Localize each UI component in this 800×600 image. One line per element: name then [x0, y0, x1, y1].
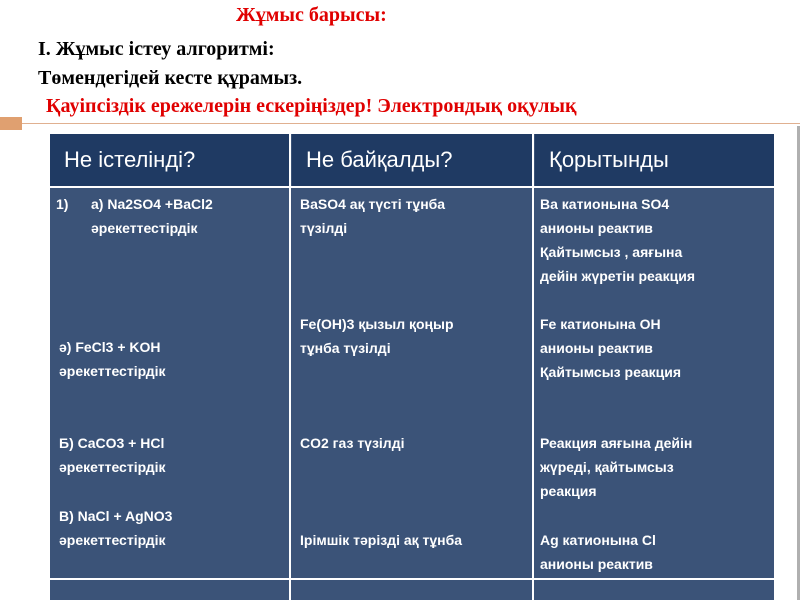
reaction-v: В) NaCl + AgNO3 әрекеттестірдік: [59, 508, 173, 548]
header-divider: [50, 186, 774, 188]
section-heading: Жұмыс барысы:: [236, 4, 387, 26]
reaction-b: Б) CaCO3 + HCl әрекеттестірдік: [59, 435, 166, 475]
conclusion-ae: Fe катионына OH анионы реактив Қайтымсыз реакция: [540, 316, 682, 380]
column-divider: [289, 134, 291, 600]
reaction-ae: ә) FeCl3 + KOH әрекеттестірдік: [59, 339, 166, 379]
column-divider: [532, 134, 534, 600]
observation-ae: Fe(OH)3 қызыл қоңыр тұнба түзілді: [300, 316, 454, 356]
header-what-was-observed: Не байқалды?: [292, 134, 532, 186]
reaction-a: а) Na2SO4 +BaCl2 әрекеттестірдік: [91, 196, 213, 236]
safety-warning-line: Қауіпсіздік ережелерін ескеріңіздер! Электрондық оқулық: [46, 95, 577, 117]
observation-a: BaSO4 ақ түсті тұнба түзілді: [300, 196, 446, 236]
header-conclusion: Қорытынды: [535, 134, 774, 186]
algorithm-line: І. Жұмыс істеу алгоритмі:: [38, 38, 275, 60]
list-number: 1): [56, 196, 69, 212]
conclusion-b: Реакция аяғына дейін жүреді, қайтымсыз реакция: [540, 435, 693, 499]
header-what-was-done: Не істелінді?: [50, 134, 289, 186]
observation-b: CO2 газ түзілді: [300, 435, 405, 451]
row-divider: [50, 578, 774, 580]
observation-v: Ірімшік тәрізді ақ тұнба: [300, 532, 463, 548]
experiment-table: [50, 134, 774, 600]
decorative-rule: [22, 123, 800, 124]
instruction-line: Төмендегідей кесте құрамыз.: [38, 67, 303, 89]
decorative-bar: [0, 117, 22, 130]
conclusion-a: Ва катионына SO4 анионы реактив Қайтымсыз , аяғына дейін жүретін реакция: [540, 196, 695, 284]
conclusion-v: Ag катионына Cl анионы реактив: [540, 532, 656, 572]
